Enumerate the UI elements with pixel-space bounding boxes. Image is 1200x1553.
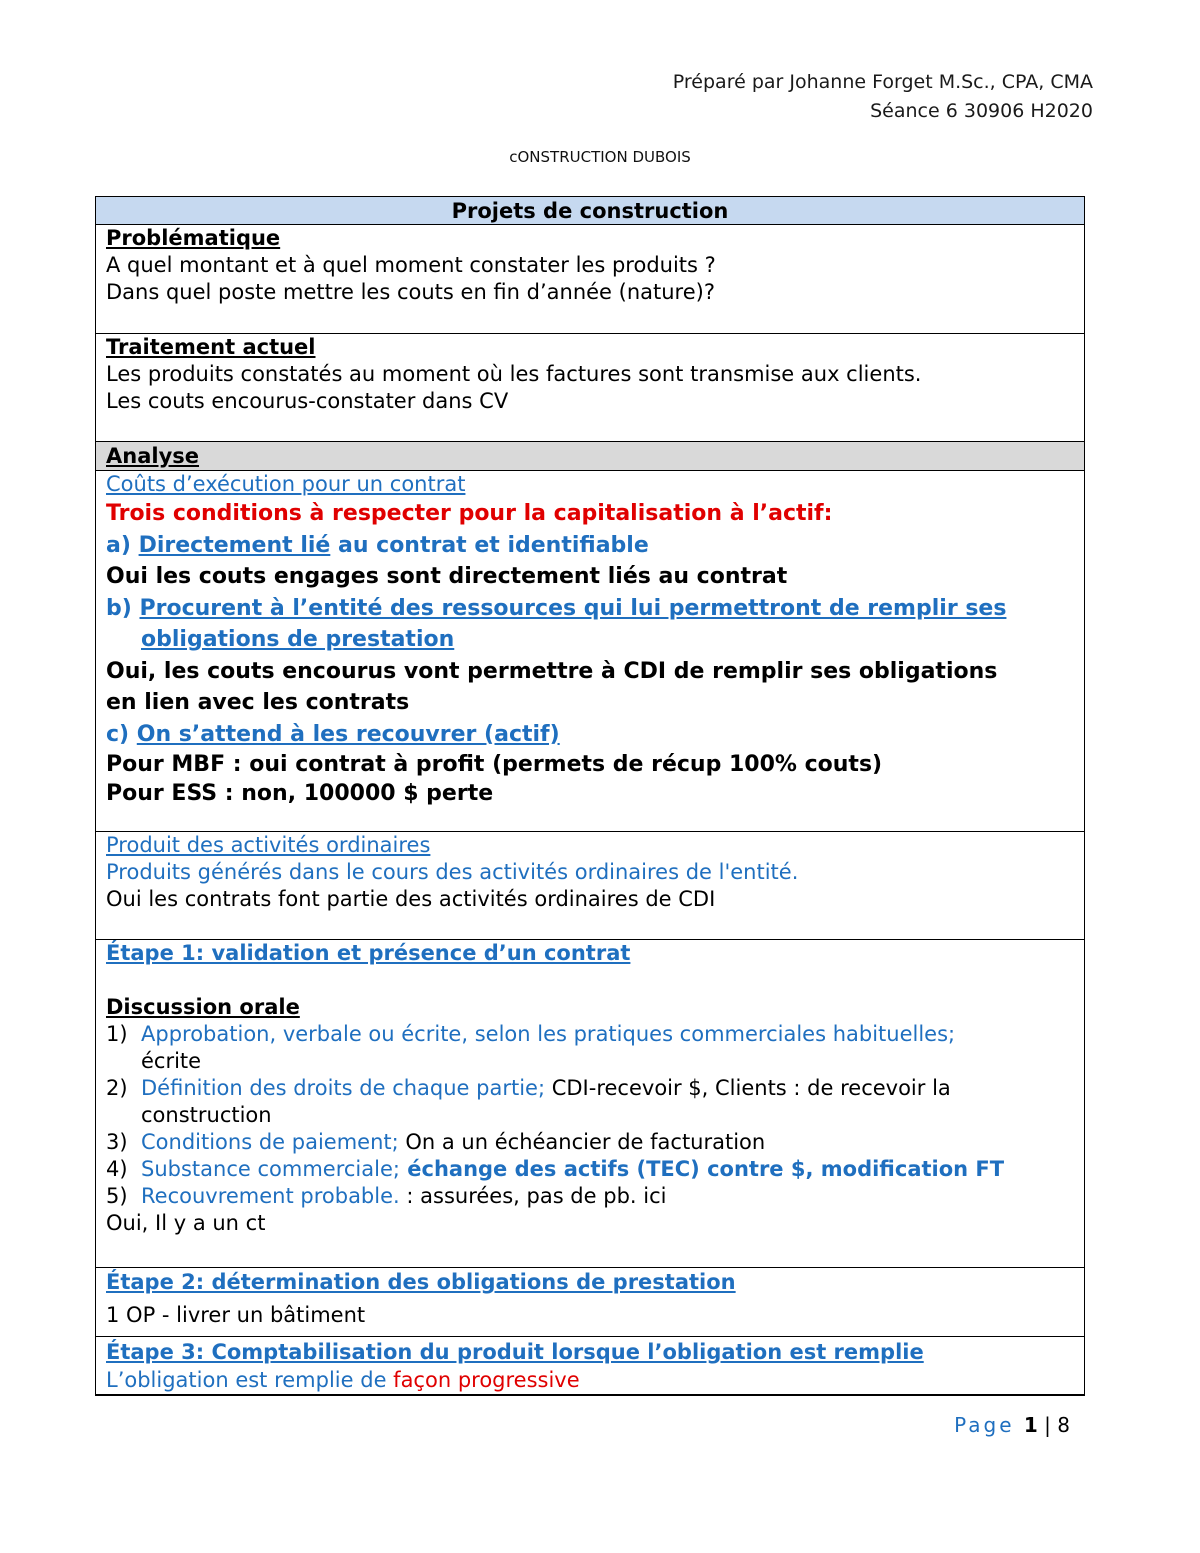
produit-section [96,832,1084,940]
traitement-section [96,334,1084,442]
criterion-item [106,1075,1074,1129]
criterion-item [106,1183,1074,1210]
criterion-number: 5) [106,1184,128,1208]
ess-answer: Pour ESS : non, 100000 $ perte [106,781,494,806]
problematique-q2: Dans quel poste mettre les couts en fin d’année (nature)? [106,280,715,304]
condition-b-link[interactable]: Procurent à l’entité des ressources qui lui permettront de remplir ses [139,595,1007,621]
criterion-item [106,1156,1074,1183]
etape2-heading[interactable]: Étape 2: détermination des obligations de prestation [106,1270,736,1294]
criterion-text: Approbation, verbale ou écrite, selon les pratiques commerciales habituelles; [141,1022,956,1046]
criterion-number: 3) [106,1130,128,1154]
etape2-text: 1 OP - livrer un bâtiment [106,1303,366,1327]
produit-answer: Oui les contrats font partie des activités ordinaires de CDI [106,887,716,911]
condition-a-answer: Oui les couts engages sont directement liés au contrat [106,564,788,589]
page-number: 1 [1023,1413,1038,1437]
page-header [673,68,1093,126]
criterion-item [106,1021,1074,1075]
etape3-section [96,1337,1084,1396]
etape1-section [96,940,1084,1268]
condition-a-label: a) [106,532,131,558]
produit-definition: Produits générés dans le cours des activités ordinaires de l'entité. [106,860,799,884]
criterion-text: Définition des droits de chaque partie; [141,1076,546,1100]
criterion-answer: écrite [141,1049,202,1073]
problematique-q1: A quel montant et à quel moment constater les produits ? [106,253,716,277]
condition-c-label: c) [106,721,130,747]
criterion-number: 2) [106,1076,128,1100]
traitement-t2: Les couts encourus-constater dans CV [106,389,509,413]
condition-b-answer2: en lien avec les contrats [106,690,410,715]
condition-a [106,530,1074,562]
session-line: Séance 6 30906 H2020 [870,100,1093,122]
condition-b-link-cont[interactable]: obligations de prestation [141,627,455,652]
criterion-answer: échange des actifs (TEC) contre $, modification FT [399,1157,1005,1181]
condition-c-link[interactable]: On s’attend à les recouvrer (actif) [136,721,560,747]
table-title: Projets de construction [96,196,1084,225]
criterion-answer: CDI-recevoir $, Clients : de recevoir la construction [141,1076,951,1127]
condition-a-rest: au contrat et identifiable [330,532,649,558]
criterion-item [106,1129,1074,1156]
etape2-section [96,1268,1084,1337]
problematique-section [96,225,1084,334]
etape3-text [106,1367,1074,1394]
criterion-answer: : assurées, pas de pb. ici [399,1184,667,1208]
condition-c [106,719,1074,751]
criterion-text: Conditions de paiement; [141,1130,399,1154]
page-word: Page [954,1413,1015,1437]
problematique-heading: Problématique [106,226,281,250]
author-line: Préparé par Johanne Forget M.Sc., CPA, CMA [672,71,1093,93]
etape3-text-start: L’obligation est remplie de [106,1368,394,1392]
criterion-number: 4) [106,1157,128,1181]
criterion-text: Substance commerciale; [141,1157,400,1181]
mbf-answer: Pour MBF : oui contrat à profit (permets de récup 100% couts) [106,752,883,777]
condition-b-label: b) [106,595,132,621]
traitement-heading: Traitement actuel [106,335,316,359]
etape3-heading[interactable]: Étape 3: Comptabilisation du produit lorsque l’obligation est remplie [106,1340,924,1364]
etape1-heading[interactable]: Étape 1: validation et présence d’un contrat [106,941,631,965]
criterion-answer: On a un échéancier de facturation [398,1130,766,1154]
etape3-text-red: façon progressive [393,1368,580,1392]
condition-b-answer1: Oui, les couts encourus vont permettre à CDI de remplir ses obligations [106,658,998,684]
page-footer [954,1413,1070,1437]
discussion-heading: Discussion orale [106,995,300,1019]
couts-execution-link[interactable]: Coûts d’exécution pour un contrat [106,472,466,496]
produit-link[interactable]: Produit des activités ordinaires [106,833,431,857]
criterion-number: 1) [106,1022,128,1046]
page-total: 8 [1057,1413,1070,1437]
etape1-conclusion: Oui, Il y a un ct [106,1211,266,1235]
analyse-section [96,471,1084,832]
condition-a-link[interactable]: Directement lié [138,532,331,558]
document-title: cONSTRUCTION DUBOIS [509,148,691,166]
criterion-text: Recouvrement probable. [141,1184,400,1208]
analyse-heading: Analyse [96,442,1084,471]
conditions-text: Trois conditions à respecter pour la capitalisation à l’actif: [106,501,833,526]
traitement-t1: Les produits constatés au moment où les factures sont transmise aux clients. [106,362,922,386]
page-separator: | [1037,1413,1058,1437]
condition-b [106,593,1074,625]
case-table [95,196,1085,1396]
